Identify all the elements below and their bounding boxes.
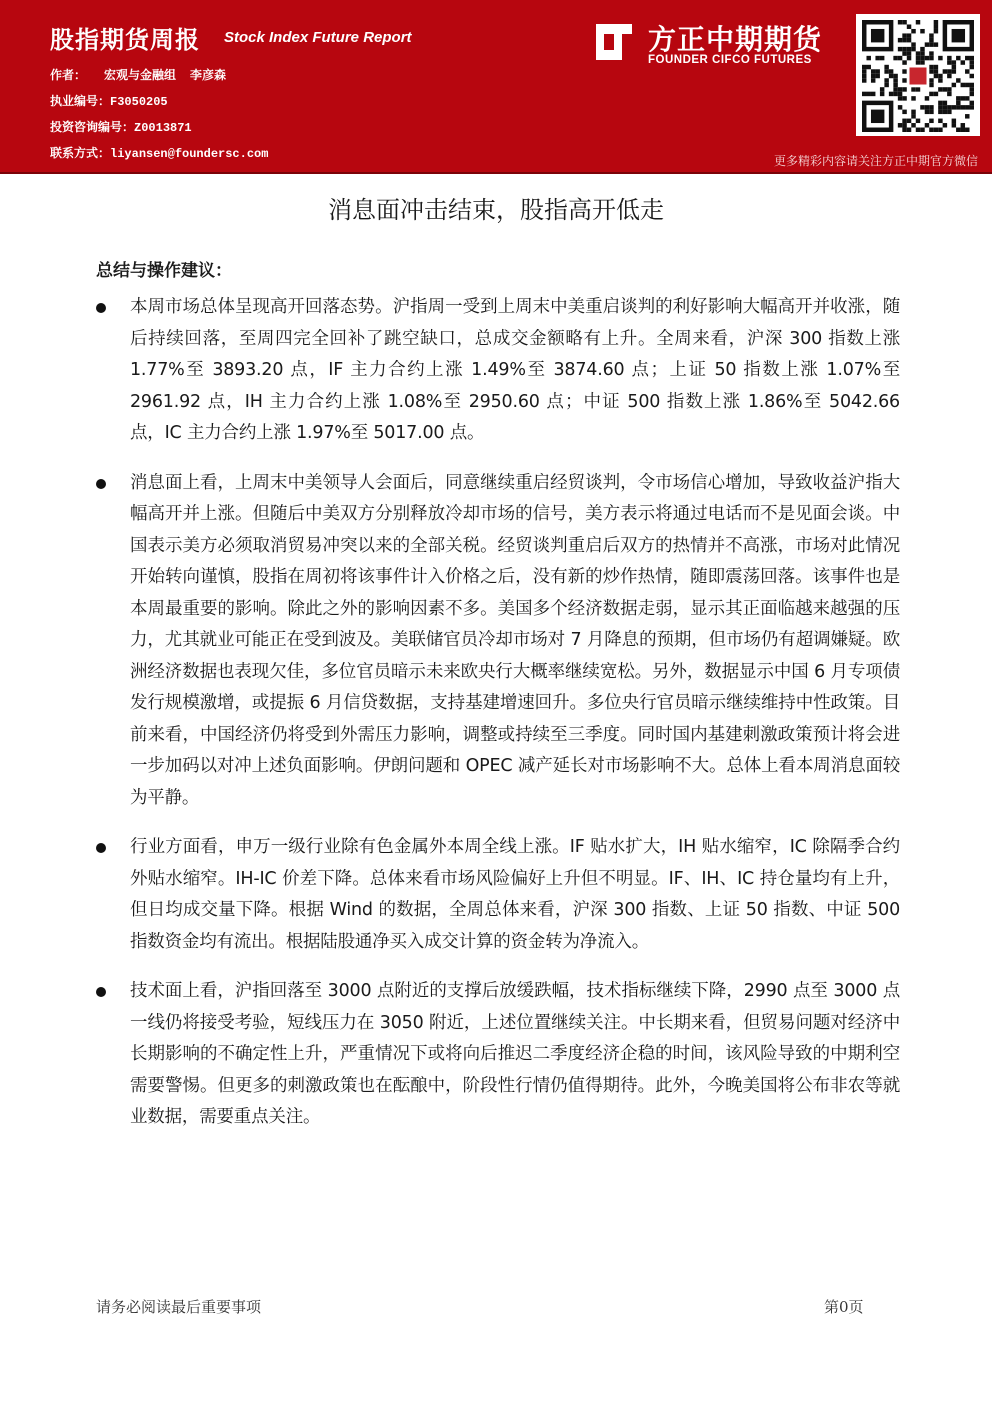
follow-wechat-text: 更多精彩内容请关注方正中期官方微信 [773, 154, 978, 168]
summary-bullet-list [96, 292, 900, 1152]
bullet-text: 消息面上看，上周末中美领导人会面后，同意继续重启经贸谈判，令市场信心增加，导致收益沪指大幅高开并上涨。但随后中美双方分别释放冷却市场的信号，美方表示将通过电话而不是见面会谈。中国表示美方必须取消贸易冲突以来的全部关税。经贸谈判重启后双方的热情并不高涨，市场对此情况开始转向谨慎，股指在周初将该事件计入价格之后，没有新的炒作热情，随即震荡回落。该事件也是本周最重要的影响。除此之外的影响因素不多。美国多个经济数据走弱，显示其正面临越来越强的压力，尤其就业可能正在受到波及。美联储官员冷却市场对 7 月降息的预期，但市场仍有超调嫌疑。欧洲经济数据也表现欠佳，多位官员暗示未来欧央行大概率继续宽松。另外，数据显示中国 6 月专项债发行规模激增，或提振 6 月信贷数据，支持基建增速回升。多位央行官员暗示继续维持中性政策。目前来看，中国经济仍将受到外需压力影响，调整或持续至三季度。同时国内基建刺激政策预计将会进一步加码以对冲上述负面影响。伊朗问题和 OPEC 减产延长对市场影响不大。总体上看本周消息面较为平静。 [130, 472, 900, 808]
author-group: 宏观与金融组 [104, 68, 177, 82]
bullet-text: 本周市场总体呈现高开回落态势。沪指周一受到上周末中美重启谈判的利好影响大幅高开并收涨，随后持续回落，至周四完全回补了跳空缺口，总成交金额略有上升。全周来看，沪深 300 指数上涨 1.77%至 3893.20 点，IF 主力合约上涨 1.49%至 3874.60 点；上证 50 指数上涨 1.07%至 2961.92 点，IH 主力合约上涨 1.08%至 2950.60 点；中证 500 指数上涨 1.86%至 5042.66 点，IC 主力合约上涨 1.97%至 5017.00 点。 [130, 297, 900, 443]
license-row [50, 92, 168, 109]
brand-logo-icon [592, 20, 636, 64]
bullet-dot-icon [96, 303, 106, 313]
document-title: 消息面冲击结束，股指高开低走 [328, 196, 664, 224]
bullet-item-technical [96, 976, 900, 1134]
brand-name: 方正中期期货 [648, 23, 823, 56]
qr-code-icon [856, 14, 980, 136]
page-number: 第0页 [824, 1298, 864, 1316]
report-title-english: Stock Index Future Report [224, 29, 412, 46]
brand-name-english: FOUNDER CIFCO FUTURES [648, 54, 812, 66]
bullet-item-news [96, 468, 900, 815]
bullet-item-market-overview [96, 292, 900, 450]
bullet-dot-icon [96, 479, 106, 489]
qr-code [856, 14, 980, 136]
section-heading: 总结与操作建议： [96, 261, 232, 281]
report-header [0, 0, 992, 172]
bullet-text: 技术面上看，沪指回落至 3000 点附近的支撑后放缓跌幅，技术指标继续下降，2990 点至 3000 点一线仍将接受考验，短线压力在 3050 附近，上述位置继续关注。中长期来看，但贸易问题对经济中长期影响的不确定性上升，严重情况下或将向后推迟二季度经济企稳的时间，该风险导致的中期利空需要警惕。但更多的刺激政策也在酝酿中，阶段性行情仍值得期待。此外，今晚美国将公布非农等就业数据，需要重点关注。 [130, 981, 900, 1127]
author-row [50, 66, 226, 83]
contact-label: 联系方式： [50, 146, 111, 160]
consult-label: 投资咨询编号： [50, 120, 135, 134]
footer-notice: 请务必阅读最后重要事项 [96, 1298, 262, 1316]
author-label: 作者： [50, 68, 87, 82]
bullet-text: 行业方面看，申万一级行业除有色金属外本周全线上涨。IF 贴水扩大，IH 贴水缩窄，IC 除隔季合约外贴水缩窄。IH-IC 价差下降。总体来看市场风险偏好上升但不明显。IF、IH、IC 持仓量均有上升，但日均成交量下降。根据 Wind 的数据，全周总体来看，沪深 300 指数、上证 50 指数、中证 500 指数资金均有流出。根据陆股通净买入成交计算的资金转为净流入。 [130, 837, 900, 952]
header-divider [0, 172, 992, 174]
consult-value: Z0013871 [134, 121, 192, 135]
contact-email[interactable]: liyansen@foundersc.com [110, 147, 269, 161]
report-title: 股指期货周报 [50, 26, 200, 54]
bullet-dot-icon [96, 987, 106, 997]
contact-row [50, 144, 268, 161]
bullet-dot-icon [96, 843, 106, 853]
consult-row [50, 118, 192, 135]
bullet-item-industry [96, 832, 900, 958]
author-name: 李彦森 [190, 68, 227, 82]
brand-logo-group [592, 18, 842, 68]
license-value: F3050205 [110, 95, 168, 109]
license-label: 执业编号： [50, 94, 111, 108]
